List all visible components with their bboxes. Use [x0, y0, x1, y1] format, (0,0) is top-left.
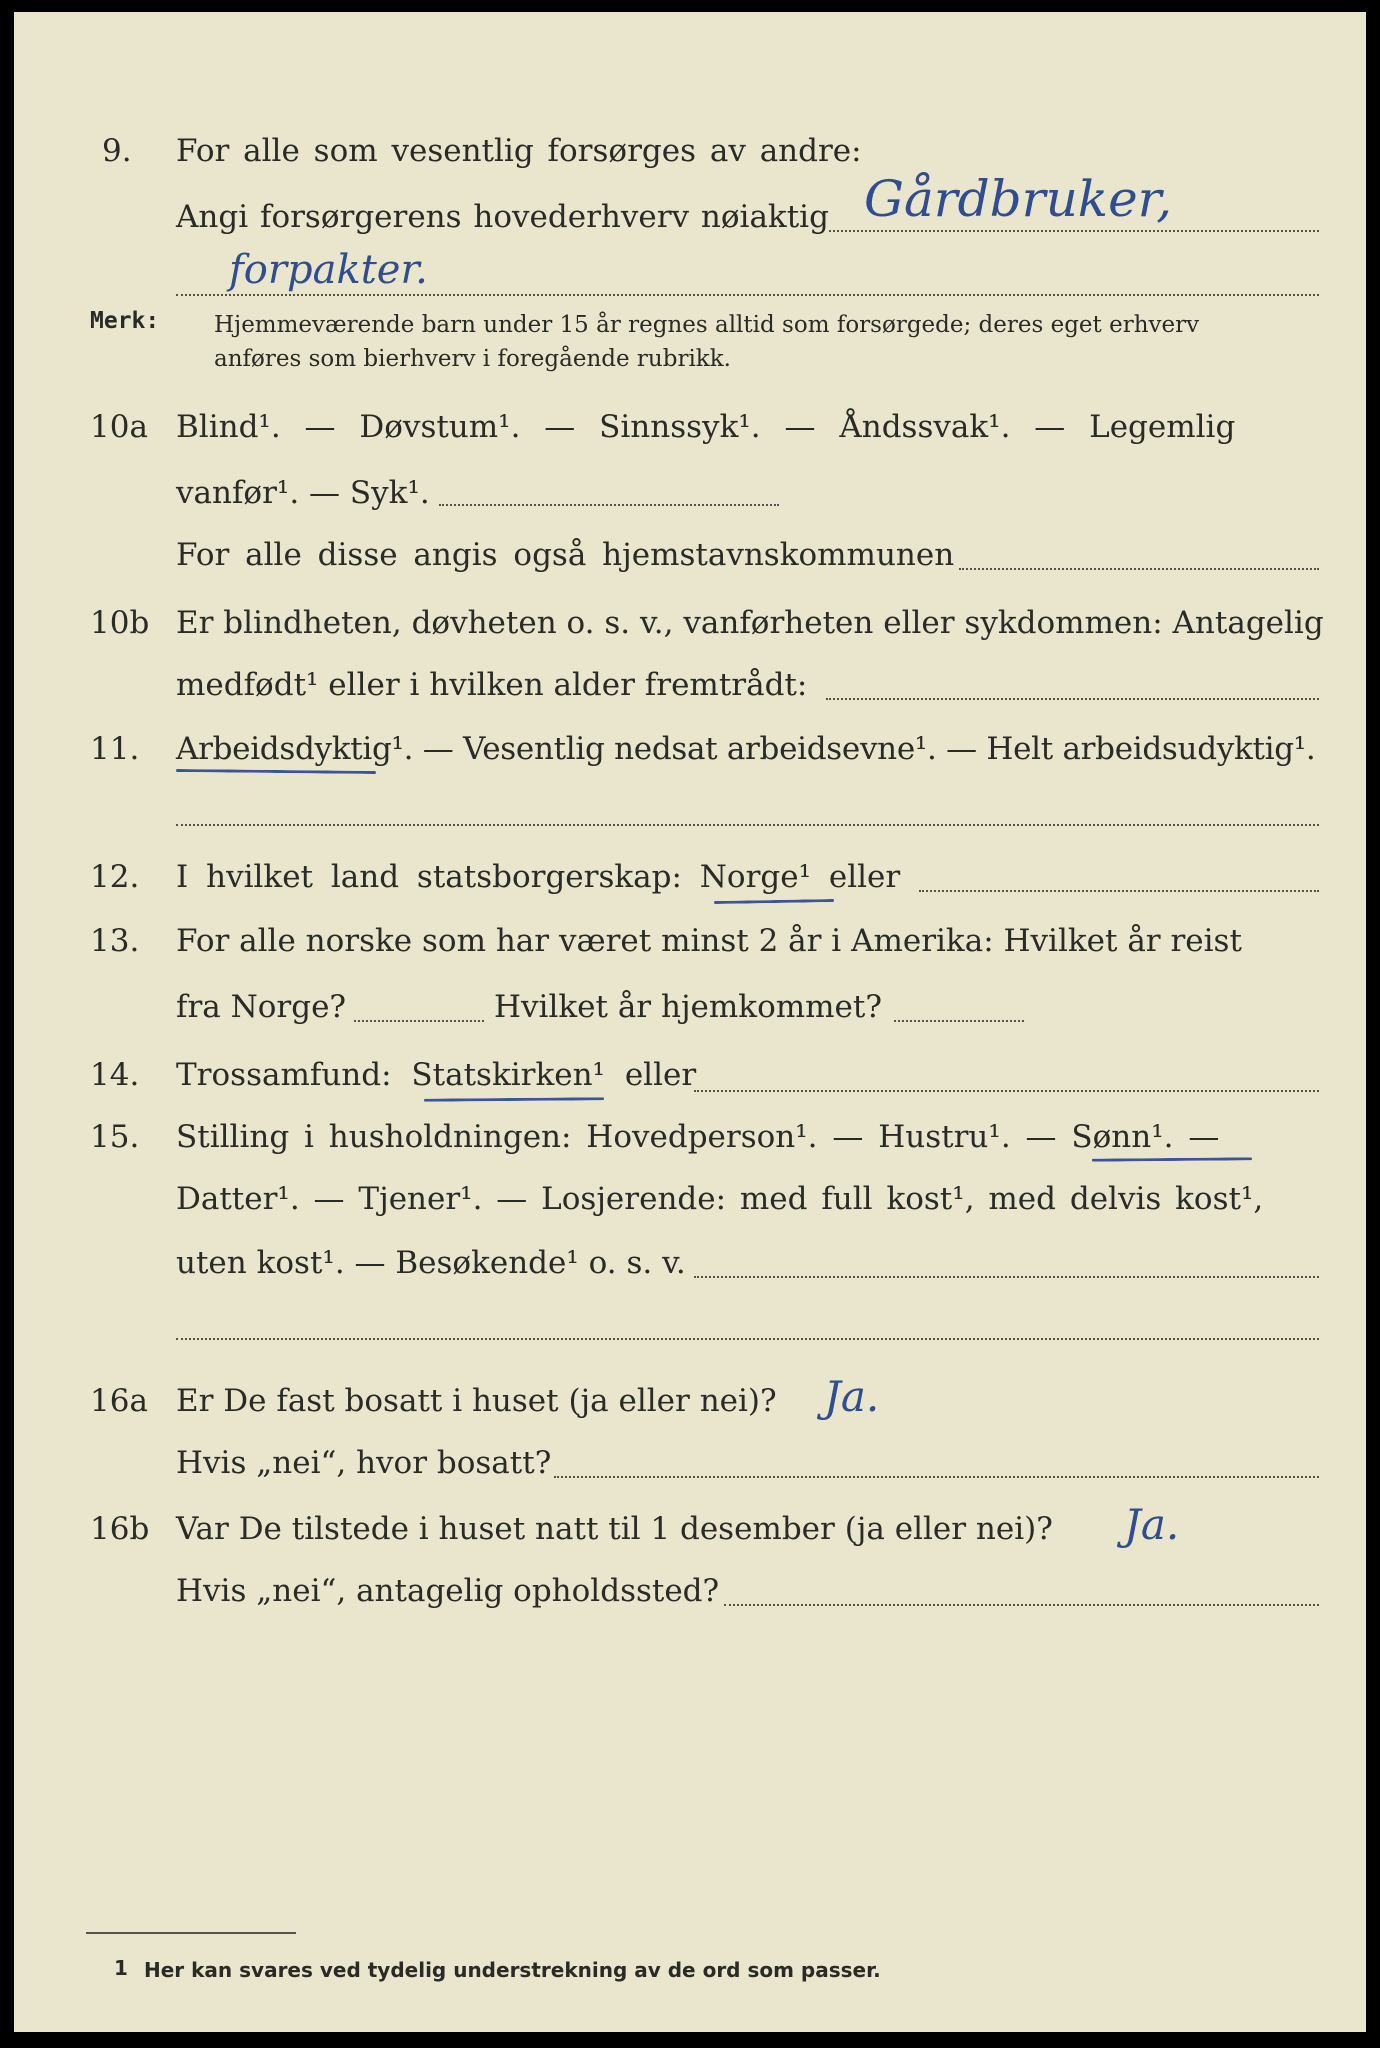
answer-line	[354, 1020, 484, 1022]
question-10b-line2: medfødt¹ eller i hvilken alder fremtrådt:	[176, 667, 808, 703]
handwritten-answer: forpakter.	[229, 247, 428, 293]
handwritten-answer: Ja.	[824, 1372, 880, 1421]
answer-underline	[1092, 1157, 1252, 1161]
question-16b-line2: Hvis „nei“, antagelig opholdssted?	[176, 1573, 720, 1609]
question-number: 16b	[90, 1511, 150, 1547]
question-10a-line3: For alle disse angis også hjemstavnskommunen	[176, 537, 955, 573]
question-number: 12.	[90, 859, 140, 895]
answer-line	[826, 698, 1319, 700]
footnote-divider	[86, 1932, 296, 1934]
question-11-line1: Arbeidsdyktig¹. — Vesentlig nedsat arbeidsevne¹. — Helt arbeidsudyktig¹.	[176, 731, 1316, 767]
question-number: 10b	[90, 605, 150, 641]
question-14-line1: Trossamfund: Statskirken¹ eller	[176, 1057, 697, 1093]
question-10a-line1: Blind¹. — Døvstum¹. — Sinnssyk¹. — Åndssvak¹. — Legemlig	[176, 409, 1236, 445]
note-line1: Hjemmeværende barn under 15 år regnes alltid som forsørgede; deres eget erhverv	[214, 312, 1200, 338]
census-form-page	[14, 12, 1366, 2032]
footnote-text: Her kan svares ved tydelig understrekning av de ord som passer.	[144, 1958, 881, 1982]
question-number: 11.	[90, 731, 140, 767]
question-number: 13.	[90, 923, 140, 959]
question-number: 10a	[90, 409, 148, 445]
answer-line	[959, 568, 1319, 570]
answer-line	[694, 1276, 1319, 1278]
question-16b-line1: Var De tilstede i huset natt til 1 desember (ja eller nei)?	[176, 1511, 1053, 1547]
answer-underline	[176, 769, 376, 774]
note-line2: anføres som bierhverv i foregående rubrikk.	[214, 346, 731, 372]
answer-line	[694, 1090, 1319, 1092]
question-15-line2: Datter¹. — Tjener¹. — Losjerende: med full kost¹, med delvis kost¹,	[176, 1181, 1264, 1217]
question-10b-line1: Er blindheten, døvheten o. s. v., vanførheten eller sykdommen: Antagelig	[176, 605, 1324, 641]
question-13-line2b: Hvilket år hjemkommet?	[494, 989, 882, 1025]
answer-underline	[424, 1097, 604, 1102]
question-10a-line2: vanfør¹. — Syk¹.	[176, 475, 430, 511]
handwritten-answer: Gårdbruker,	[864, 170, 1172, 228]
question-9-line1: For alle som vesentlig forsørges av andre:	[176, 133, 862, 169]
answer-line	[554, 1476, 1319, 1478]
question-number: 14.	[90, 1057, 140, 1093]
question-12-line1: I hvilket land statsborgerskap: Norge¹ eller	[176, 859, 901, 895]
question-16a-line1: Er De fast bosatt i huset (ja eller nei)?	[176, 1383, 777, 1419]
answer-line	[894, 1020, 1024, 1022]
footnote-mark: 1	[114, 1956, 128, 1980]
answer-underline	[714, 899, 834, 904]
answer-line	[829, 230, 1319, 232]
answer-line	[176, 294, 1319, 296]
question-number: 16a	[90, 1383, 148, 1419]
question-number: 15.	[90, 1119, 140, 1155]
answer-line	[919, 890, 1319, 892]
question-13-line2a: fra Norge?	[176, 989, 347, 1025]
answer-line	[176, 1338, 1319, 1340]
note-label: Merk:	[90, 308, 160, 334]
question-15-line3: uten kost¹. — Besøkende¹ o. s. v.	[176, 1245, 686, 1281]
answer-line	[439, 504, 779, 506]
question-15-line1: Stilling i husholdningen: Hovedperson¹. — Hustru¹. — Sønn¹. —	[176, 1119, 1220, 1155]
question-number: 9.	[102, 133, 132, 169]
handwritten-answer: Ja.	[1124, 1500, 1180, 1549]
answer-line	[176, 824, 1319, 826]
question-9-line2: Angi forsørgerens hovederhverv nøiaktig	[176, 199, 829, 235]
question-16a-line2: Hvis „nei“, hvor bosatt?	[176, 1445, 552, 1481]
answer-line	[724, 1604, 1319, 1606]
question-13-line1: For alle norske som har været minst 2 år i Amerika: Hvilket år reist	[176, 923, 1242, 959]
